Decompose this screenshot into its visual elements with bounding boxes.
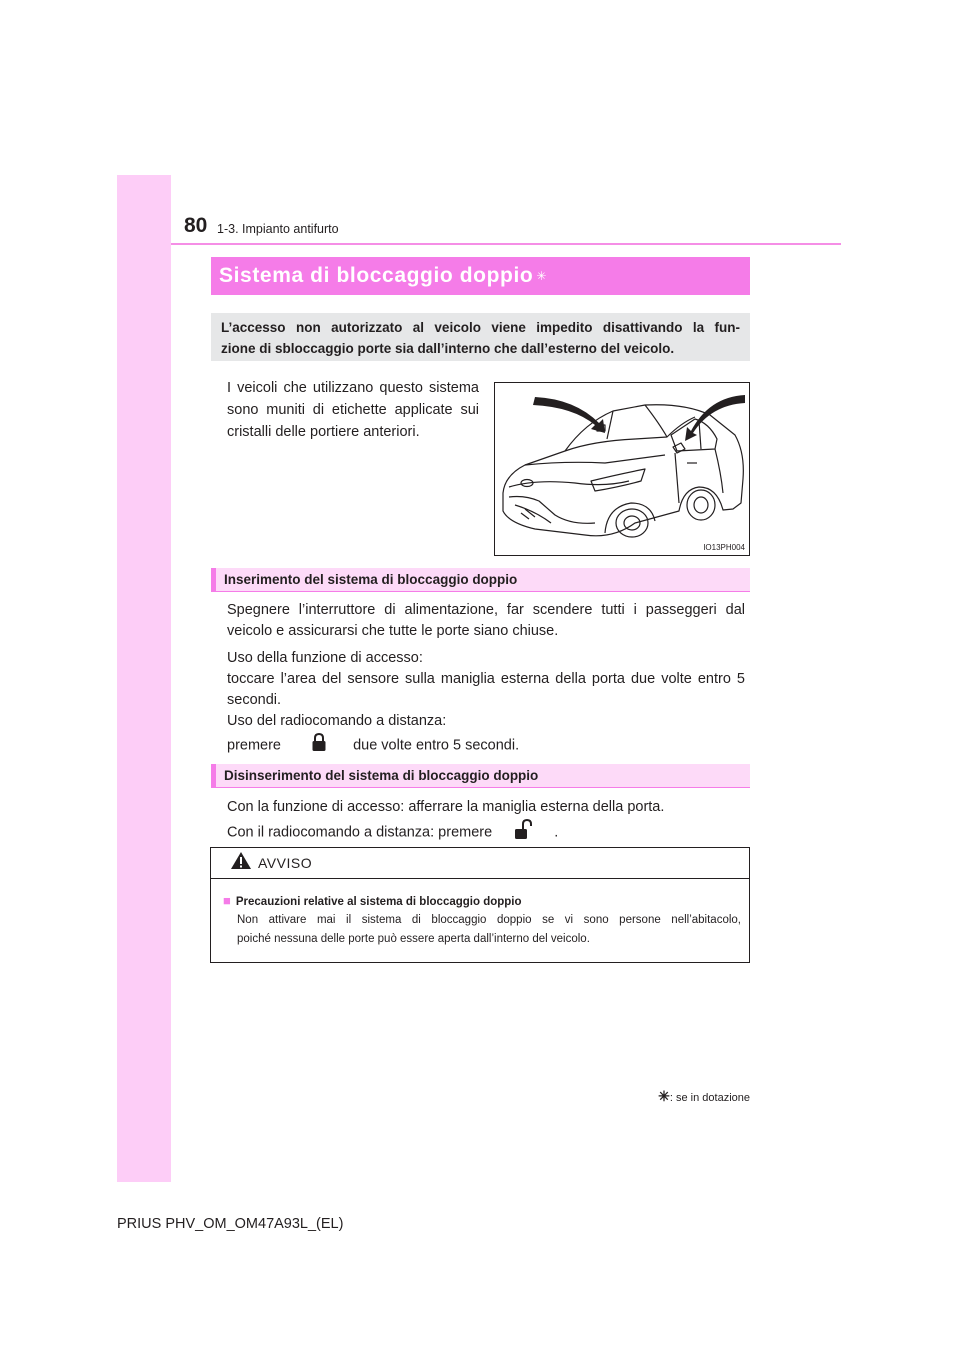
cancel-heading: Disinserimento del sistema di bloccaggio doppio [211, 764, 750, 788]
document-id: PRIUS PHV_OM_OM47A93L_(EL) [117, 1216, 344, 1232]
car-drawing [495, 383, 749, 555]
footnote [620, 1088, 750, 1105]
side-tab-band [117, 175, 171, 1182]
setting-heading: Inserimento del sistema di bloccaggio doppio [211, 568, 750, 592]
cancel-line-1: Con la funzione di accesso: afferrare la maniglia esterna della porta. [227, 799, 665, 815]
vehicle-note [227, 377, 479, 443]
lock-button-icon [311, 732, 327, 759]
section-label: 1-3. Impianto antifurto [217, 222, 339, 236]
warning-item-title-text: Precauzioni relative al sistema di bloccaggio doppio [235, 896, 522, 908]
setting-p2-line-3: secondi. [227, 692, 282, 708]
cancel-line-2 [227, 818, 745, 842]
warning-item-title [223, 893, 522, 908]
footnote-star-icon: ✳ [658, 1088, 670, 1104]
setting-p2-line-2: toccare l’area del sensore sulla maniglia esterna della porta due volte entro 5 [227, 671, 745, 687]
intro-line-2: zione di sbloccaggio porte sia dall’interno che dall’esterno del veicolo. [221, 341, 675, 356]
warning-item-body [237, 911, 741, 949]
unlock-button-icon [514, 818, 532, 847]
warning-box [210, 847, 750, 963]
warning-line-1: Non attivare mai il sistema di bloccaggio doppio se vi sono persone nell’abitacolo, [237, 914, 741, 926]
setting-p1-line-2: veicolo e assicurarsi che tutte le porte siano chiuse. [227, 623, 559, 639]
setting-p2-line-4: Uso del radiocomando a distanza: [227, 713, 447, 729]
vehicle-illustration [494, 382, 750, 556]
intro-box [211, 313, 750, 361]
vehicle-note-line-2: sono muniti di etichette applicate sui [227, 402, 479, 418]
setting-press-text: premere [227, 737, 281, 754]
setting-paragraph-2 [227, 648, 745, 756]
cancel-press-text: Con il radiocomando a distanza: premere [227, 824, 493, 841]
warning-label: AVVISO [258, 855, 313, 871]
figure-code: IO13PH004 [703, 543, 745, 552]
vehicle-note-line-1: I veicoli che utilizzano questo sistema [227, 380, 479, 396]
vehicle-note-line-3: cristalli delle portiere anteriori. [227, 424, 420, 440]
title-bar [211, 257, 750, 295]
page-number: 80 [184, 214, 208, 237]
intro-line-1: L’accesso non autorizzato al veicolo viene impedito disattivando la fun- [221, 320, 740, 335]
cancel-period: . [554, 824, 559, 841]
setting-twice-text: due volte entro 5 secondi. [353, 737, 520, 754]
cancel-paragraph [227, 797, 745, 842]
warning-triangle-icon [230, 851, 252, 875]
setting-p2-line-1: Uso della funzione di accesso: [227, 650, 423, 666]
warning-header [211, 848, 749, 879]
header-rule [171, 243, 841, 245]
square-bullet-icon: ■ [223, 893, 231, 908]
warning-line-2: poiché nessuna delle porte può essere aperta dall’interno del veicolo. [237, 933, 590, 945]
optional-marker: ✳ [536, 269, 547, 283]
setting-p2-line-5 [227, 732, 745, 756]
setting-paragraph-1 [227, 600, 745, 642]
footnote-text: : se in dotazione [669, 1092, 750, 1104]
setting-p1-line-1: Spegnere l’interruttore di alimentazione, far scendere tutti i passeggeri dal [227, 602, 745, 618]
page-title: Sistema di bloccaggio doppio [219, 264, 534, 287]
